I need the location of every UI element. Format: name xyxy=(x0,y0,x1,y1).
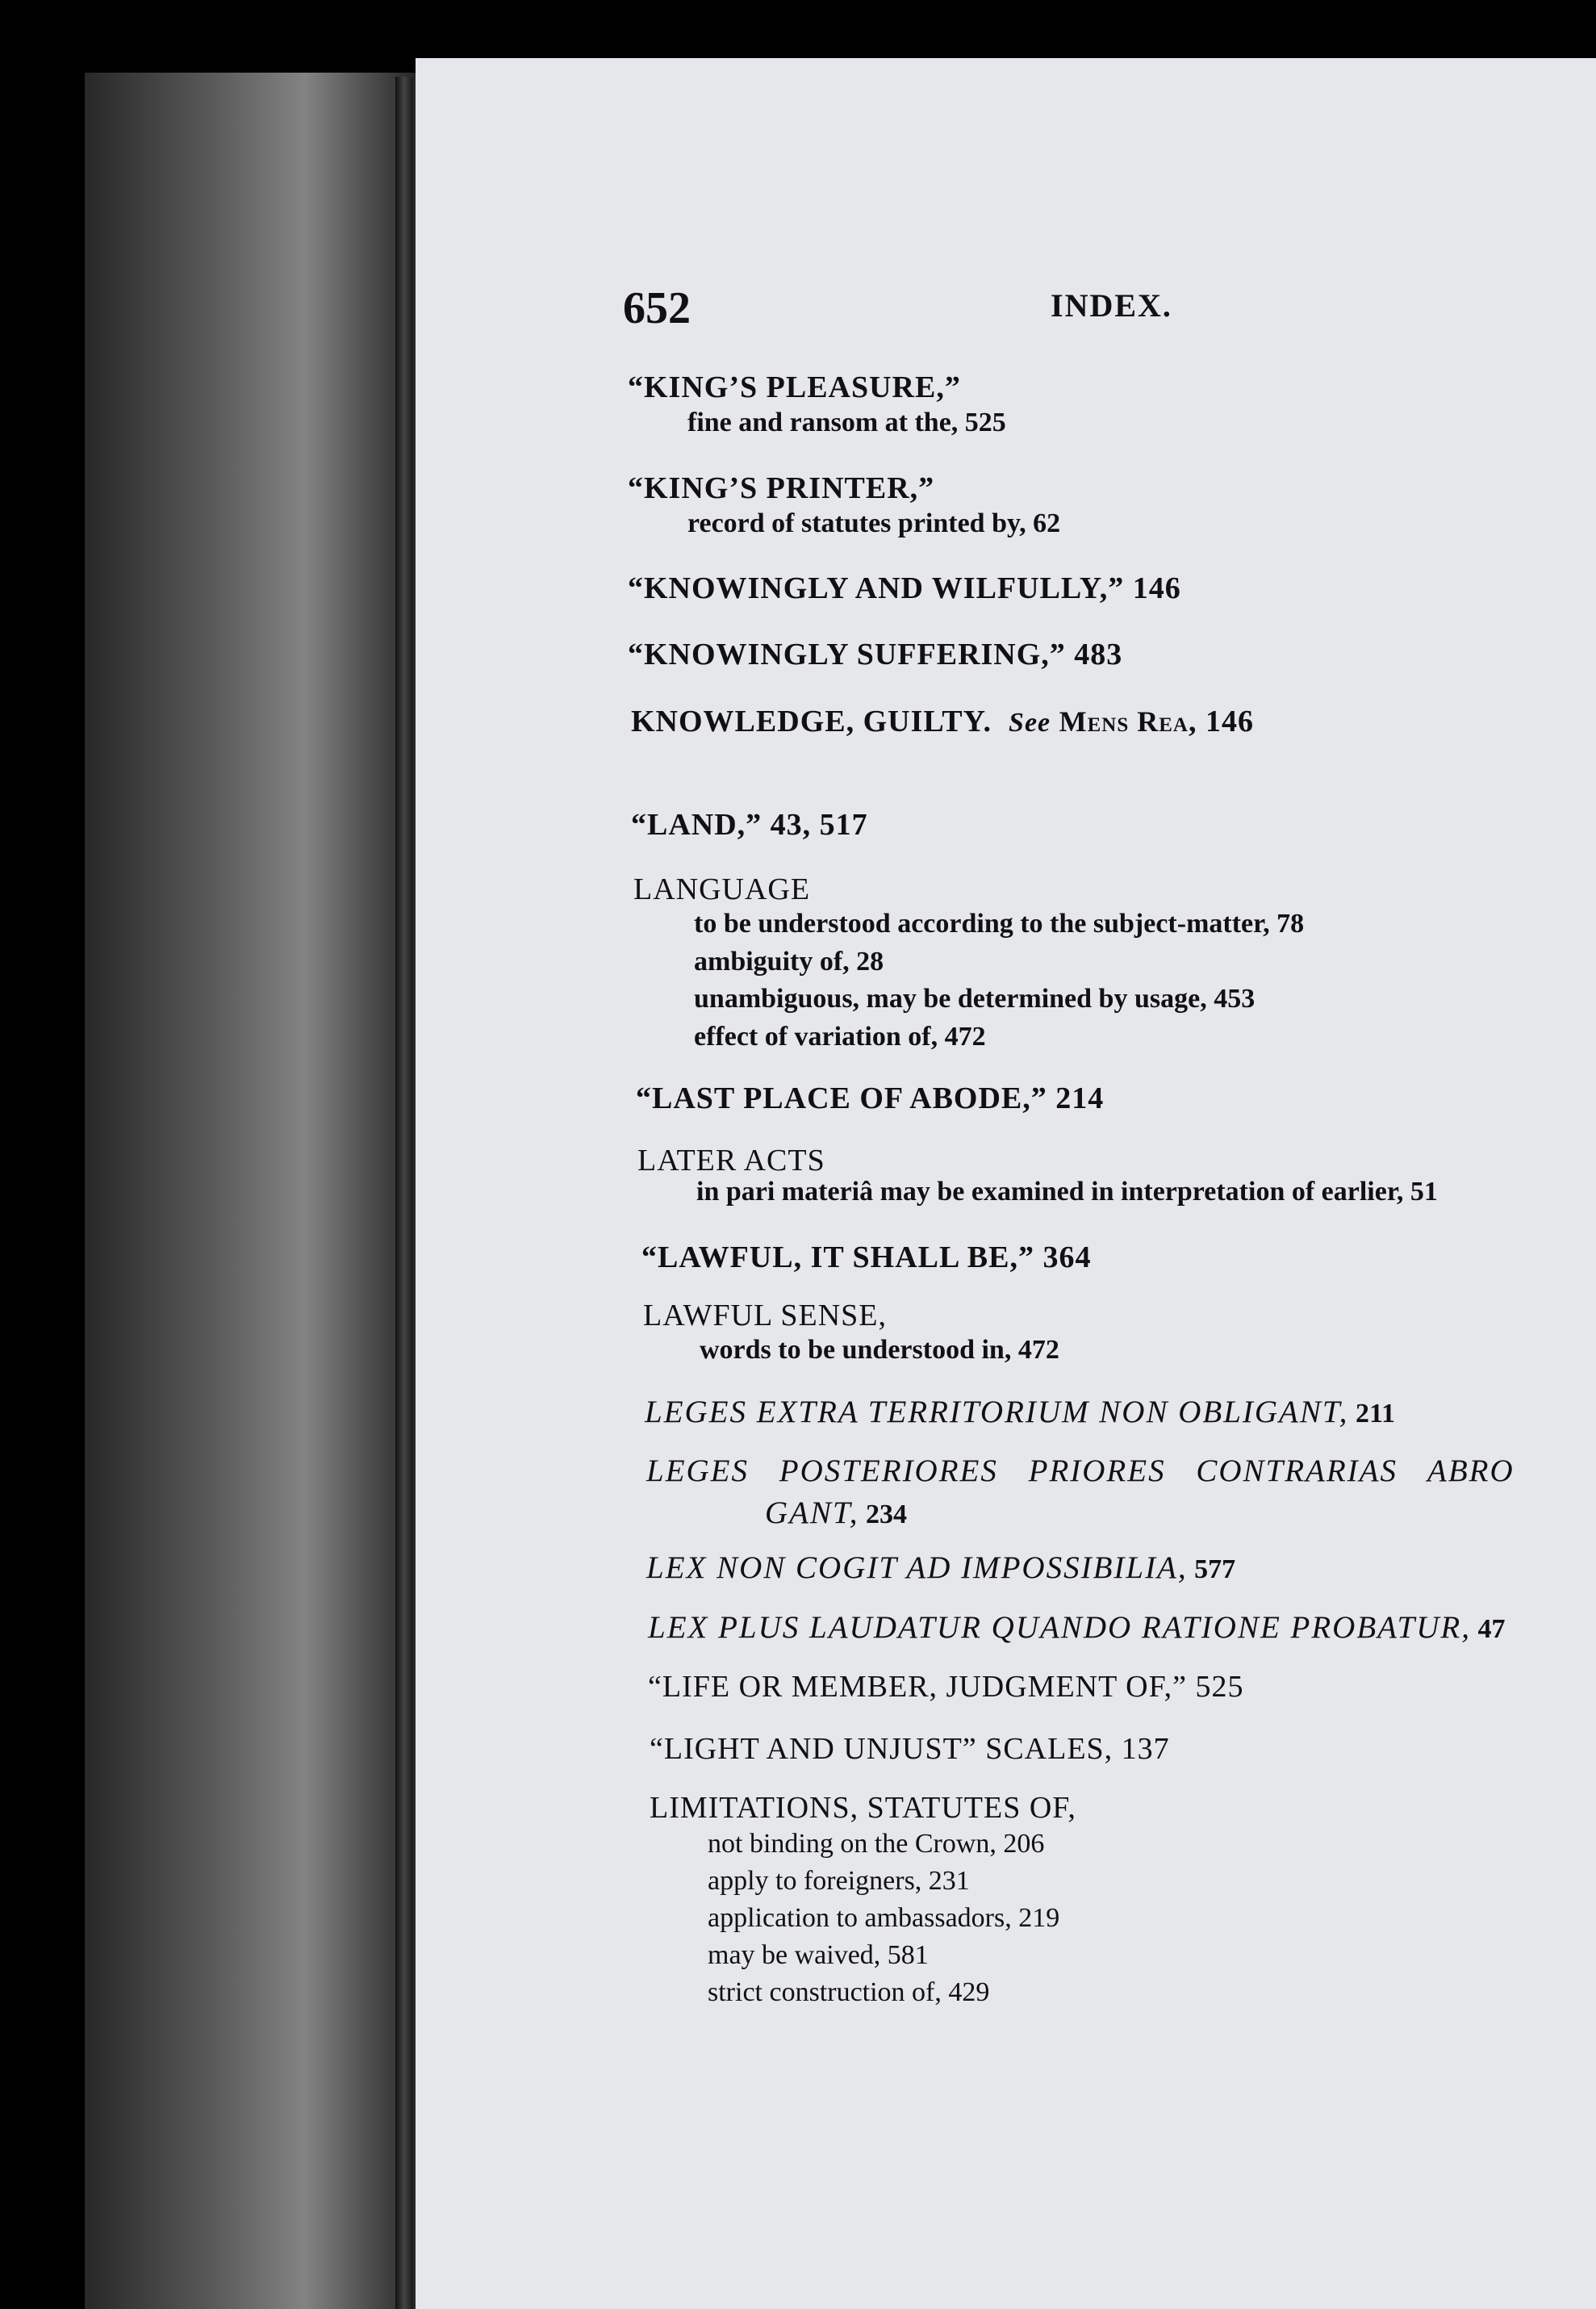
index-subentry: strict construction of, 429 xyxy=(708,1977,990,2007)
index-entry-heading: “LAWFUL, IT SHALL BE,” 364 xyxy=(641,1240,1092,1274)
index-subentry: not binding on the Crown, 206 xyxy=(708,1829,1045,1859)
latin-maxim: LEGES EXTRA TERRITORIUM NON OBLIGANT, xyxy=(645,1395,1349,1429)
index-entry-heading: LANGUAGE xyxy=(633,872,811,906)
index-subentry: unambiguous, may be determined by usage, 453 xyxy=(694,984,1255,1014)
index-subentry: ambiguity of, 28 xyxy=(694,947,884,977)
index-entry-page: 234 xyxy=(859,1500,908,1529)
index-entry-heading: “KNOWINGLY SUFFERING,” 483 xyxy=(628,638,1123,671)
index-entry-heading: “KING’S PRINTER,” xyxy=(628,471,935,505)
latin-maxim: LEX PLUS LAUDATUR QUANDO RATIONE PROBATUR, xyxy=(648,1610,1471,1645)
see-reference-target: Mens Rea xyxy=(1059,705,1189,738)
see-reference-label: See xyxy=(1009,708,1051,738)
index-subentry: words to be understood in, 472 xyxy=(700,1335,1059,1365)
index-entry-heading-text: KNOWLEDGE, GUILTY. xyxy=(631,705,992,738)
index-subentry: may be waived, 581 xyxy=(708,1940,929,1970)
index-entry-heading xyxy=(631,704,1254,739)
index-entry-heading: LIMITATIONS, STATUTES OF, xyxy=(650,1791,1076,1825)
index-entry-page: 211 xyxy=(1348,1399,1396,1428)
page-number: 652 xyxy=(623,283,691,333)
page-edge-shadow xyxy=(395,77,413,2309)
index-subentry: apply to foreigners, 231 xyxy=(708,1866,970,1896)
index-subentry: to be understood according to the subject-matter, 78 xyxy=(694,909,1305,939)
running-head-title: INDEX. xyxy=(1051,287,1172,324)
index-entry-heading: “LAND,” 43, 517 xyxy=(631,808,868,842)
index-subentry: application to ambassadors, 219 xyxy=(708,1903,1060,1933)
index-entry-heading: “LAST PLACE OF ABODE,” 214 xyxy=(636,1081,1105,1115)
see-reference-page: , 146 xyxy=(1188,705,1254,738)
index-entry-heading xyxy=(645,1394,1395,1430)
latin-maxim: LEGES POSTERIORES PRIORES CONTRARIAS ABRO xyxy=(646,1454,1515,1488)
index-entry-heading: “KING’S PLEASURE,” xyxy=(628,370,961,404)
index-entry-heading: LATER ACTS xyxy=(637,1144,825,1178)
index-subentry: effect of variation of, 472 xyxy=(694,1022,986,1052)
index-entry-continuation xyxy=(765,1495,907,1531)
index-subentry: record of statutes printed by, 62 xyxy=(687,508,1061,538)
index-entry-heading xyxy=(646,1550,1235,1586)
index-entry-page: 47 xyxy=(1470,1614,1506,1644)
index-subentry: in pari materiâ may be examined in interpretation of earlier, 51 xyxy=(696,1177,1438,1207)
index-entry-page: 577 xyxy=(1187,1554,1236,1584)
latin-maxim-continuation: GANT, xyxy=(765,1495,859,1530)
index-entry-heading xyxy=(648,1609,1505,1646)
book-gutter-shadow xyxy=(85,73,424,2309)
index-entry-heading: “LIGHT AND UNJUST” SCALES, 137 xyxy=(650,1732,1170,1766)
index-entry-heading: “KNOWINGLY AND WILFULLY,” 146 xyxy=(628,571,1181,605)
index-subentry: fine and ransom at the, 525 xyxy=(687,408,1006,437)
index-entry-heading: LAWFUL SENSE, xyxy=(643,1299,887,1332)
index-entry-heading: “LIFE OR MEMBER, JUDGMENT OF,” 525 xyxy=(648,1670,1244,1704)
latin-maxim: LEX NON COGIT AD IMPOSSIBILIA, xyxy=(646,1550,1188,1585)
